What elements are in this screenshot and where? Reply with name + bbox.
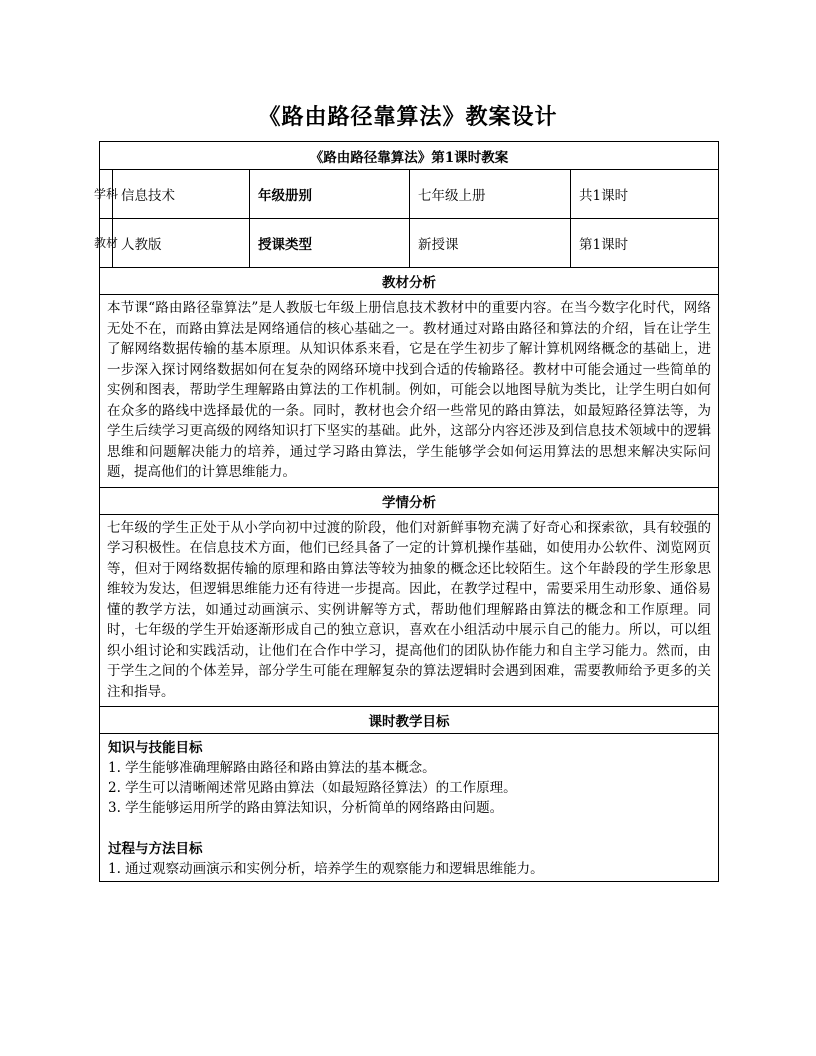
textbook-analysis-text: 本节课“路由路径靠算法”是人教版七年级上册信息技术教材中的重要内容。在当今数字化时代，网络无处不在，而路由算法是网络通信的核心基础之一。教材通过对路由路径和算法的介绍，旨在让学生了解网络数据传输的基本原理。从知识体系来看，它是在学生初步了解计算机网络概念的基础上，进一步深入探讨网络数据如何在复杂的网络环境中找到合适的传输路径。教材中可能会通过一些简单的实例和图表，帮助学生理解路由算法的工作机制。例如，可能会以地图导航为类比，让学生明白如何在众多的路线中选择最优的一条。同时，教材也会介绍一些常见的路由算法，如最短路径算法等，为学生后续学习更高级的网络知识打下坚实的基础。此外，这部分内容还涉及到信息技术领域中的逻辑思维和问题解决能力的培养，通过学习路由算法，学生能够学会如何运用算法的思想来解决实际问题，提高他们的计算思维能力。 xyxy=(107,300,712,480)
lesson-number: 第1课时 xyxy=(571,219,719,268)
lesson-type-label: 授课类型 xyxy=(250,219,410,268)
row-label-stub: 教材 xyxy=(100,219,113,268)
row-label-stub: 学科 xyxy=(100,170,113,219)
objectives-heading: 课时教学目标 xyxy=(100,707,719,734)
list-item: 1. 学生能够准确理解路由路径和路由算法的基本概念。 xyxy=(108,760,436,776)
student-analysis-heading: 学情分析 xyxy=(100,487,719,514)
knowledge-objectives-heading: 知识与技能目标 xyxy=(108,740,203,756)
info-row-subject xyxy=(100,170,719,219)
student-analysis-text: 七年级的学生正处于从小学向初中过渡的阶段，他们对新鲜事物充满了好奇心和探索欲，具有较强的学习积极性。在信息技术方面，他们已经具备了一定的计算机操作基础，如使用办公软件、浏览网页等，但对于网络数据传输的原理和路由算法等较为抽象的概念还比较陌生。这个年龄段的学生形象思维较为发达，但逻辑思维能力还有待进一步提高。因此，在教学过程中，需要采用生动形象、通俗易懂的教学方法，如通过动画演示、实例讲解等方式，帮助他们理解路由算法的概念和工作原理。同时，七年级的学生开始逐渐形成自己的独立意识，喜欢在小组活动中展示自己的能力。所以，可以组织小组讨论和实践活动，让他们在合作中学习，提高他们的团队协作能力和自主学习能力。然而，由于学生之间的个体差异，部分学生可能在理解复杂的算法逻辑时会遇到困难，需要教师给予更多的关注和指导。 xyxy=(107,519,712,700)
objectives-body xyxy=(100,734,719,882)
info-row-textbook xyxy=(100,219,719,268)
textbook-value: 人教版 xyxy=(113,219,250,268)
textbook-analysis-heading: 教材分析 xyxy=(100,268,719,295)
subject-value: 信息技术 xyxy=(113,170,250,219)
total-hours: 共1课时 xyxy=(571,170,719,219)
lesson-plan-table xyxy=(94,141,719,882)
grade-label: 年级册别 xyxy=(250,170,410,219)
textbook-analysis-body xyxy=(100,295,719,488)
student-analysis-body xyxy=(100,514,719,707)
process-objectives-heading: 过程与方法目标 xyxy=(108,841,203,857)
list-item: 2. 学生可以清晰阐述常见路由算法（如最短路径算法）的工作原理。 xyxy=(108,780,517,796)
list-item: 1. 通过观察动画演示和实例分析，培养学生的观察能力和逻辑思维能力。 xyxy=(108,861,544,877)
table-title: 《路由路径靠算法》第1课时教案 xyxy=(100,142,719,170)
spacer xyxy=(108,818,710,839)
list-item: 3. 学生能够运用所学的路由算法知识，分析简单的网络路由问题。 xyxy=(108,800,504,816)
grade-value: 七年级上册 xyxy=(410,170,571,219)
document-title: 《路由路径靠算法》教案设计 xyxy=(258,104,558,130)
lesson-type-value: 新授课 xyxy=(410,219,571,268)
